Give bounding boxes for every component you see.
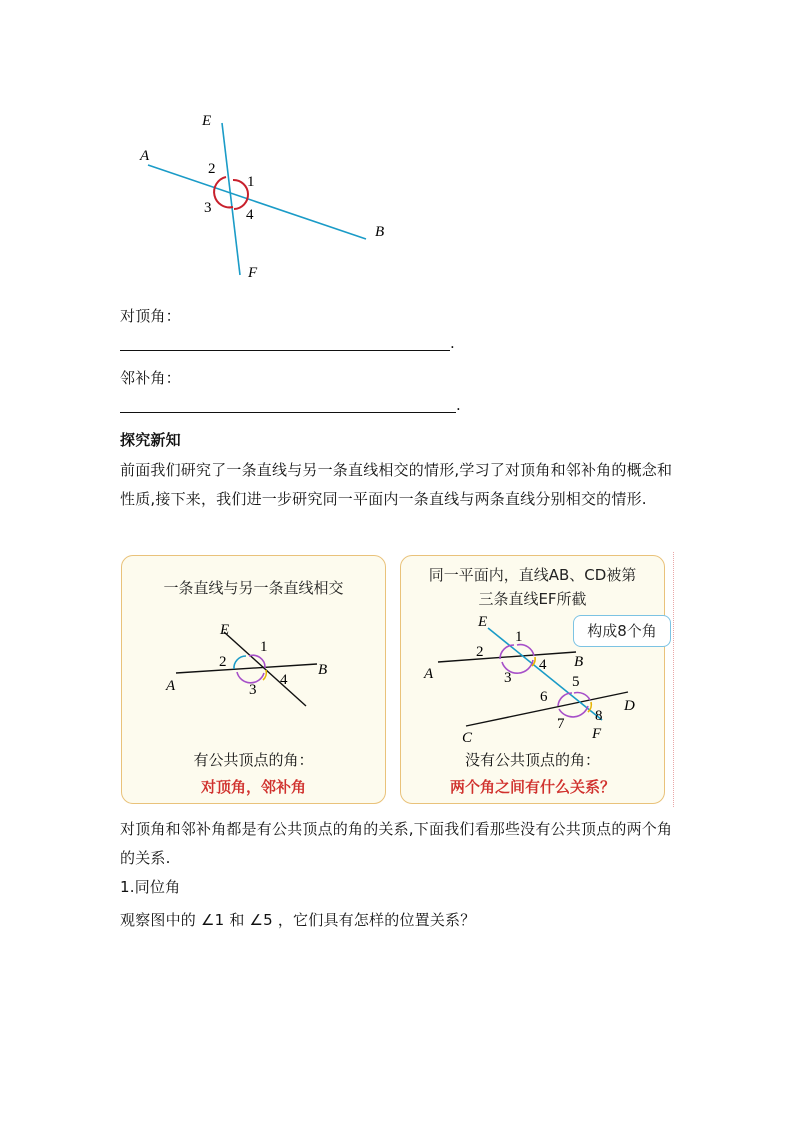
angle-label-1: 1 — [260, 639, 268, 655]
angle-label-1: 1 — [247, 174, 255, 190]
adjacent-supplementary-label: 邻补角： — [120, 369, 181, 387]
angle-label-3: 3 — [249, 682, 257, 698]
angle-label-2: 2 — [476, 644, 484, 660]
angle-label-3: 3 — [504, 670, 512, 686]
label-a: A — [140, 148, 150, 164]
angle-label-3: 3 — [204, 200, 212, 216]
angle-label-4: 4 — [246, 207, 254, 223]
label-b: B — [574, 654, 584, 670]
box-right-caption: 没有公共顶点的角： — [464, 751, 600, 769]
label-d: D — [624, 698, 635, 714]
question: 观察图中的 ∠1 和 ∠5 ，它们具有怎样的位置关系？ — [120, 911, 476, 929]
angle-label-2: 2 — [219, 654, 227, 670]
page-margin-dotted-line — [673, 552, 674, 807]
angle-label-1: 1 — [515, 629, 523, 645]
label-f: F — [248, 265, 258, 281]
vertical-angles-label: 对顶角： — [120, 307, 181, 325]
line-ab — [148, 165, 366, 239]
box-left-highlight: 对顶角，邻补角 — [200, 778, 306, 796]
box-one-line-intersection — [121, 555, 386, 804]
answer-line-1-period: . — [450, 334, 455, 352]
answer-line-2[interactable] — [120, 412, 456, 413]
label-c: C — [462, 730, 473, 744]
intro-paragraph: 前面我们研究了一条直线与另一条直线相交的情形,学习了对顶角和邻补角的概念和性质,接下来，我们进一步研究同一平面内一条直线与两条直线分别相交的情形. — [120, 461, 673, 508]
label-f: F — [592, 726, 602, 742]
item-title: 1.同位角 — [120, 878, 181, 896]
angle-label-7: 7 — [557, 716, 565, 732]
angle-arc-2 — [234, 656, 246, 669]
angle-label-2: 2 — [208, 161, 216, 177]
box-right-title-line1: 同一平面内，直线AB、CD被第 — [428, 566, 637, 584]
box-left-caption: 有公共顶点的角： — [193, 751, 314, 769]
line-ab — [438, 652, 576, 662]
callout-eight-angles: 构成8个角 — [573, 615, 671, 647]
angle-label-5: 5 — [572, 674, 580, 690]
box-left-figure — [162, 618, 362, 708]
box-right-title-line2: 三条直线EF所截 — [478, 590, 587, 608]
label-e: E — [202, 113, 212, 129]
answer-line-1[interactable] — [120, 350, 450, 351]
section-title: 探究新知 — [120, 431, 181, 449]
label-b: B — [318, 662, 328, 678]
box-left-title: 一条直线与另一条直线相交 — [163, 579, 344, 597]
label-e: E — [478, 614, 488, 630]
label-e: E — [220, 622, 230, 638]
angle-label-8: 8 — [595, 708, 603, 724]
label-a: A — [166, 678, 176, 694]
answer-line-2-period: . — [456, 396, 461, 414]
box-two-lines-transversal — [400, 555, 665, 804]
box-right-highlight: 两个角之间有什么关系？ — [449, 778, 615, 796]
angle-label-6: 6 — [540, 689, 548, 705]
figure-intersecting-lines — [130, 105, 400, 285]
angle-label-4: 4 — [280, 672, 288, 688]
label-b: B — [375, 224, 385, 240]
line-ab — [176, 664, 317, 673]
angle-label-4: 4 — [539, 657, 547, 673]
line-ef — [222, 123, 240, 275]
after-boxes-paragraph: 对顶角和邻补角都是有公共顶点的角的关系,下面我们看那些没有公共顶点的两个角的关系. — [120, 820, 673, 867]
label-a: A — [424, 666, 434, 682]
